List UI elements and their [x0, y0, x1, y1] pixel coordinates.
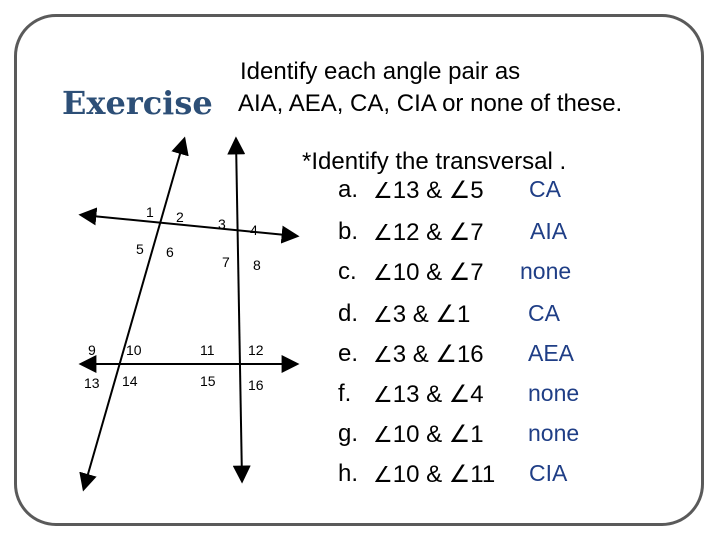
exercise-expression [373, 258, 484, 287]
exercise-expression [373, 460, 495, 489]
line-right-vertical [236, 140, 242, 480]
exercise-expression [373, 300, 470, 329]
exercise-angles: 10 & ∠7 [392, 259, 484, 286]
exercise-angles: 10 & ∠11 [392, 461, 496, 488]
exercise-letter: g. [338, 420, 359, 447]
exercise-answer: CIA [529, 460, 568, 486]
exercise-answer: none [528, 420, 580, 446]
angle-label-3: 3 [218, 216, 226, 232]
exercise-letter: a. [338, 176, 359, 203]
angle-symbol: ∠ [373, 422, 393, 447]
exercise-expression [373, 420, 484, 449]
angle-label-16: 16 [248, 377, 264, 393]
angle-symbol: ∠ [373, 260, 393, 285]
angle-symbol: ∠ [373, 178, 393, 203]
angle-label-6: 6 [166, 244, 174, 260]
angle-label-14: 14 [122, 373, 138, 389]
angle-label-9: 9 [88, 342, 96, 358]
line-left-slanted [84, 140, 184, 488]
transversal-note: *Identify the transversal . [302, 148, 567, 175]
angle-label-1: 1 [146, 204, 154, 220]
exercise-letter: c. [338, 258, 357, 285]
line-transversal-top [82, 215, 296, 236]
exercise-letter: e. [338, 340, 359, 367]
exercise-angles: 10 & ∠1 [392, 421, 484, 448]
exercise-answer: CA [528, 300, 560, 326]
angle-label-5: 5 [136, 241, 144, 257]
angle-label-2: 2 [176, 209, 184, 225]
instruction-line-2: AIA, AEA, CA, CIA or none of these. [238, 90, 623, 117]
exercise-expression [373, 176, 484, 205]
exercise-letter: f. [338, 380, 352, 407]
angle-label-10: 10 [126, 342, 142, 358]
angle-label-12: 12 [248, 342, 264, 358]
exercise-answer: none [528, 380, 580, 406]
angle-symbol: ∠ [373, 302, 393, 327]
instruction-line-1: Identify each angle pair as [240, 58, 521, 85]
angle-symbol: ∠ [373, 220, 393, 245]
exercise-letter: d. [338, 300, 359, 327]
exercise-letter: h. [338, 460, 359, 487]
exercise-expression [373, 380, 484, 409]
exercise-angles: 12 & ∠7 [392, 219, 484, 246]
angle-label-13: 13 [84, 375, 100, 391]
exercise-answer: AIA [530, 218, 568, 244]
angle-symbol: ∠ [373, 382, 393, 407]
exercise-answer: none [520, 258, 572, 284]
exercise-expression [373, 340, 484, 369]
exercise-angles: 13 & ∠4 [392, 381, 484, 408]
angle-label-8: 8 [253, 257, 261, 273]
exercise-letter: b. [338, 218, 359, 245]
slide-title: Exercise [62, 84, 213, 122]
angle-label-4: 4 [250, 222, 258, 238]
exercise-answer: AEA [528, 340, 575, 366]
angle-symbol: ∠ [373, 342, 393, 367]
exercise-answer: CA [529, 176, 561, 202]
angle-label-11: 11 [200, 342, 215, 358]
exercise-angles: 3 & ∠16 [392, 341, 484, 368]
exercise-angles: 3 & ∠1 [392, 301, 471, 328]
exercise-expression [373, 218, 484, 247]
angle-symbol: ∠ [373, 462, 393, 487]
angle-label-15: 15 [200, 373, 216, 389]
exercise-angles: 13 & ∠5 [392, 177, 484, 204]
angle-label-7: 7 [222, 254, 230, 270]
